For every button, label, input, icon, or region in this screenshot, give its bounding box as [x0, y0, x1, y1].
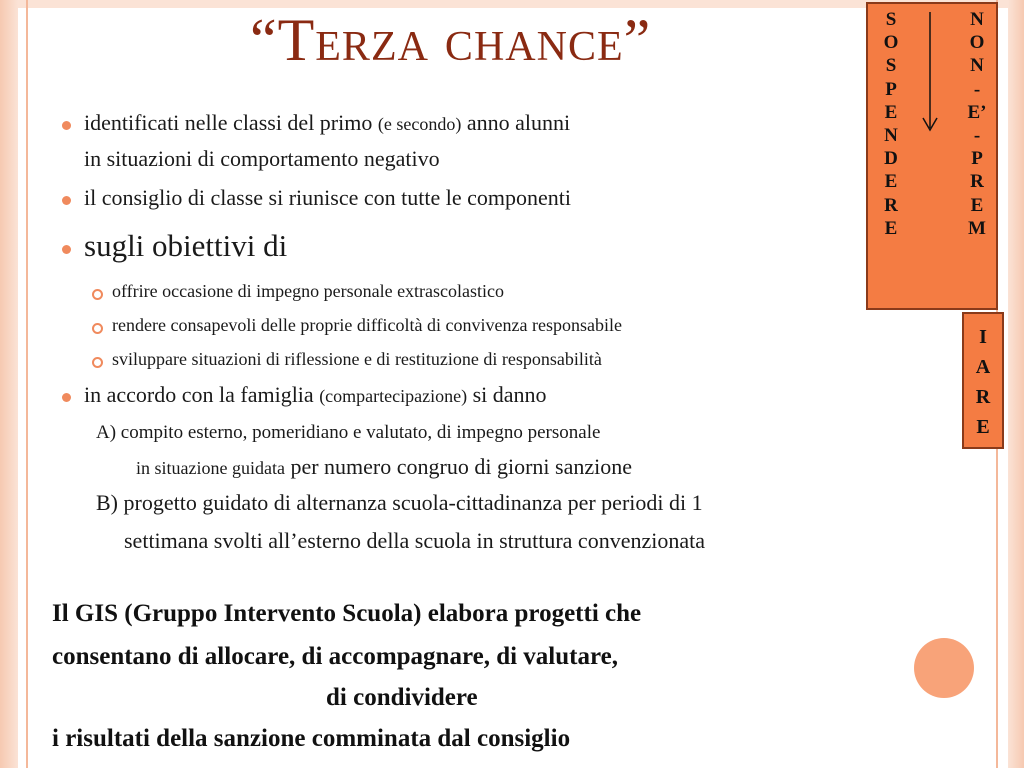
- bullet-1-paren: (e secondo): [377, 114, 462, 134]
- vertical-letter: M: [968, 217, 986, 239]
- option-a-line-1: A) compito esterno, pomeridiano e valutato, di impegno personale: [96, 422, 601, 443]
- vertical-letter: A: [975, 356, 991, 378]
- vertical-letter: -: [973, 78, 981, 100]
- bullet-dot: [62, 393, 71, 402]
- vertical-letter: S: [885, 55, 897, 77]
- bullet-dot: [62, 121, 71, 130]
- vertical-letter: E: [884, 171, 898, 193]
- bullet-dot: [62, 245, 71, 254]
- bullet-4-paren: (compartecipazione): [319, 386, 468, 406]
- gis-line-3: di condividere: [326, 684, 478, 711]
- vertical-text-box-lower: [962, 312, 1004, 449]
- option-b-line-2: settimana svolti all’esterno della scuola in struttura convenzionata: [124, 528, 705, 553]
- vertical-letter: R: [884, 194, 898, 216]
- option-a-line-2-rest: per numero congruo di giorni sanzione: [290, 454, 632, 479]
- bullet-3: sugli obiettivi di: [84, 228, 288, 263]
- vertical-letter: R: [970, 171, 984, 193]
- bullet-1-line-1: [84, 110, 570, 136]
- vertical-text-box: [866, 2, 998, 310]
- vertical-letter: R: [975, 386, 991, 408]
- sub-bullet-1: offrire occasione di impegno personale extrascolastico: [112, 281, 505, 301]
- vertical-letter: N: [970, 9, 984, 30]
- option-b-line-1: B) progetto guidato di alternanza scuola-cittadinanza per periodi di 1: [96, 490, 703, 515]
- gis-line-2: consentano di allocare, di accompagnare, di valutare,: [52, 643, 618, 670]
- sub-bullet-ring: [92, 357, 103, 368]
- gis-line-1: Il GIS (Gruppo Intervento Scuola) elabora progetti che: [52, 600, 642, 627]
- vertical-letter: D: [884, 148, 898, 170]
- slide-title: “Terza chance”: [250, 7, 652, 73]
- bullet-4: [84, 382, 547, 408]
- bullet-1-end: anno alunni: [466, 110, 571, 135]
- bullet-2: il consiglio di classe si riunisce con tutte le componenti: [84, 185, 571, 210]
- arrow-down-icon: [920, 10, 940, 140]
- sub-bullet-3: sviluppare situazioni di riflessione e di restituzione di responsabilità: [112, 349, 602, 369]
- frame-left: [0, 0, 18, 768]
- vertical-letter: E’: [967, 101, 987, 123]
- vertical-column-non-premiare: [966, 8, 988, 240]
- bullet-1-line-2: in situazioni di comportamento negativo: [84, 146, 440, 171]
- frame-right: [1008, 0, 1024, 768]
- option-a-line-2-small: in situazione guidata: [136, 458, 285, 478]
- sub-bullet-ring: [92, 323, 103, 334]
- vertical-letter: E: [884, 101, 898, 123]
- vertical-letter: I: [979, 326, 987, 348]
- vertical-letter: E: [970, 194, 984, 216]
- vertical-letter: P: [885, 78, 897, 100]
- gis-line-4: i risultati della sanzione comminata dal consiglio: [52, 725, 571, 752]
- vertical-column-sospendere: [880, 8, 902, 240]
- bullet-1-main: identificati nelle classi del primo: [84, 110, 373, 135]
- vertical-letter: E: [976, 416, 990, 438]
- frame-line-left: [26, 0, 28, 768]
- bullet-dot: [62, 196, 71, 205]
- option-a-line-2: [136, 454, 632, 480]
- vertical-letter: O: [969, 32, 985, 54]
- sub-bullet-2: rendere consapevoli delle proprie difficoltà di convivenza responsabile: [112, 315, 622, 335]
- bullet-4-main: in accordo con la famiglia: [84, 382, 314, 407]
- vertical-letter: E: [884, 217, 898, 239]
- bullet-4-end: si danno: [472, 382, 547, 407]
- vertical-letter: P: [971, 148, 983, 170]
- sub-bullet-ring: [92, 289, 103, 300]
- vertical-letter: -: [973, 125, 981, 147]
- vertical-letter: S: [885, 9, 897, 30]
- vertical-letter: O: [883, 32, 899, 54]
- vertical-letter: N: [884, 125, 898, 147]
- decorative-circle: [914, 638, 974, 698]
- vertical-column-iare: [972, 322, 994, 442]
- vertical-letter: N: [970, 55, 984, 77]
